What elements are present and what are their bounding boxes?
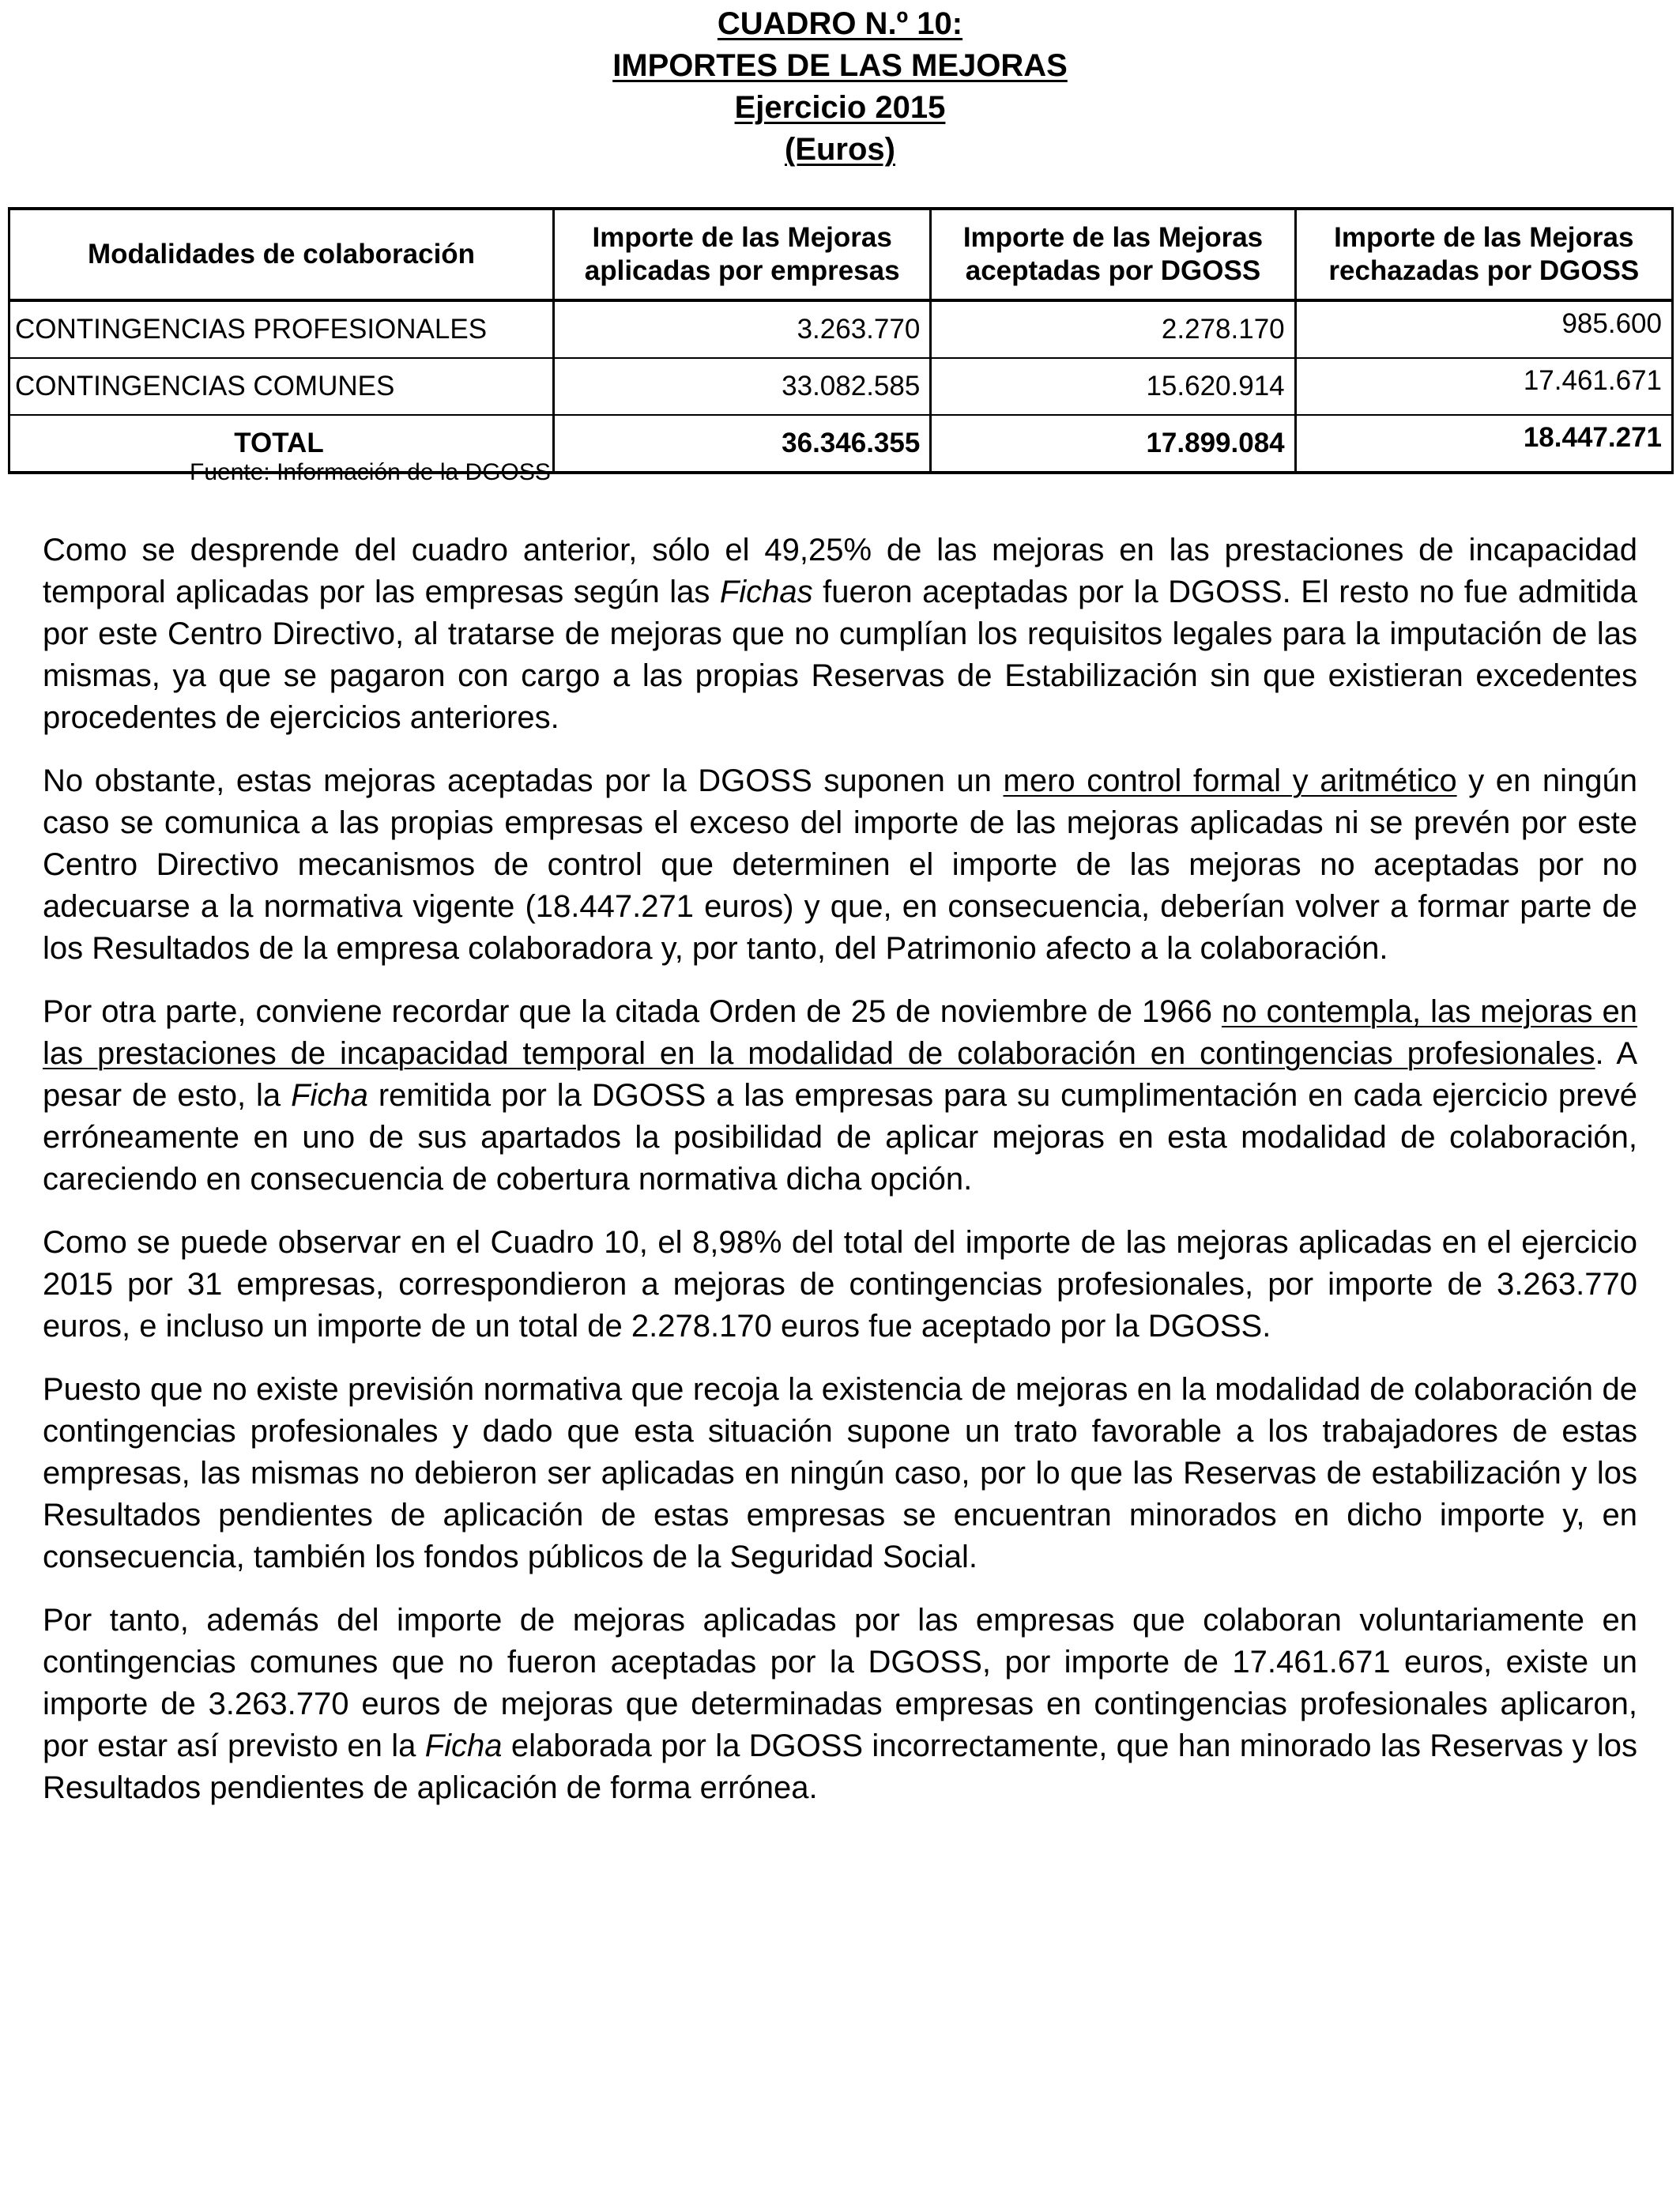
text-run: Por otra parte, conviene recordar que la citada Orden de 25 de noviembre de 1966 bbox=[43, 994, 1222, 1029]
cell-aceptadas: 2.278.170 bbox=[931, 300, 1295, 358]
paragraph-2 bbox=[43, 760, 1637, 970]
title-line-euros: (Euros) bbox=[785, 132, 895, 167]
cell-aplicadas: 33.082.585 bbox=[554, 358, 931, 415]
row-label: CONTINGENCIAS PROFESIONALES bbox=[9, 300, 554, 358]
total-label: TOTAL bbox=[9, 415, 554, 473]
table-row bbox=[9, 358, 1673, 415]
paragraph-3 bbox=[43, 991, 1637, 1201]
table-source-note: Fuente: Información de la DGOSS bbox=[190, 459, 551, 485]
header-modalidades: Modalidades de colaboración bbox=[9, 209, 554, 300]
title-line-importes: IMPORTES DE LAS MEJORAS bbox=[612, 48, 1068, 83]
underlined-text: mero control formal y aritmético bbox=[1003, 763, 1457, 798]
text-run: Como se desprende del cuadro anterior, sólo el 49,25% de las mejoras en las prestaciones de incapacidad temporal aplicadas por las empresas según las bbox=[43, 533, 1637, 609]
cell-rechazadas: 985.600 bbox=[1295, 300, 1672, 358]
cell-aceptadas: 15.620.914 bbox=[931, 358, 1295, 415]
table-row bbox=[9, 300, 1673, 358]
text-run: No obstante, estas mejoras aceptadas por la DGOSS suponen un bbox=[43, 763, 1004, 798]
total-rechazadas: 18.447.271 bbox=[1295, 415, 1672, 473]
importes-table bbox=[8, 207, 1674, 474]
header-rechazadas: Importe de las Mejoras rechazadas por DGOSS bbox=[1295, 209, 1672, 300]
underlined-text: no contempla, las mejoras en las prestaciones de incapacidad temporal en la modalidad de colaboración en contingencias profesionales bbox=[43, 994, 1638, 1071]
italic-term: Ficha bbox=[424, 1728, 503, 1763]
total-aceptadas: 17.899.084 bbox=[931, 415, 1295, 473]
paragraph-4: Como se puede observar en el Cuadro 10, el 8,98% del total del importe de las mejoras aplicadas en el ejercicio 2015 por 31 empresas, correspondieron a mejoras de contingencias profesionales, por importe de 3.263.770 euros, e incluso un importe de un total de 2.278.170 euros fue aceptado por la DGOSS. bbox=[43, 1225, 1637, 1344]
cell-aplicadas: 3.263.770 bbox=[554, 300, 931, 358]
table-header-row bbox=[9, 209, 1673, 300]
paragraph-5: Puesto que no existe previsión normativa que recoja la existencia de mejoras en la modalidad de colaboración de contingencias profesionales y dado que esta situación supone un trato favorable a los trabajadores de estas empresas, las mismas no debieron ser aplicadas en ningún caso, por lo que las Reservas de estabilización y los Resultados pendientes de aplicación de estas empresas se encuentran minorados en dicho importe y, en consecuencia, también los fondos públicos de la Seguridad Social. bbox=[43, 1372, 1637, 1574]
title-line-cuadro: CUADRO N.º 10: bbox=[717, 6, 963, 41]
text-run: . A pesar de esto, la bbox=[43, 1036, 1638, 1113]
header-aplicadas: Importe de las Mejoras aplicadas por empresas bbox=[554, 209, 931, 300]
header-aceptadas: Importe de las Mejoras aceptadas por DGOSS bbox=[931, 209, 1295, 300]
text-run: fueron aceptadas por la DGOSS. El resto no fue admitida por este Centro Directivo, al tratarse de mejoras que no cumplían los requisitos legales para la imputación de las mismas, ya que se pagaron con cargo a las propias Reservas de Estabilización sin que existieran excedentes procedentes de ejercicios anteriores. bbox=[43, 575, 1638, 735]
italic-term: Ficha bbox=[291, 1078, 368, 1113]
title-line-ejercicio: Ejercicio 2015 bbox=[734, 90, 946, 125]
cell-rechazadas: 17.461.671 bbox=[1295, 358, 1672, 415]
paragraph-1 bbox=[43, 530, 1637, 739]
text-run: elaborada por la DGOSS incorrectamente, que han minorado las Reservas y los Resultados pendientes de aplicación de forma errónea. bbox=[43, 1728, 1637, 1805]
row-label: CONTINGENCIAS COMUNES bbox=[9, 358, 554, 415]
total-aplicadas: 36.346.355 bbox=[554, 415, 931, 473]
body-text bbox=[43, 530, 1637, 1830]
text-run: remitida por la DGOSS a las empresas para su cumplimentación en cada ejercicio prevé erróneamente en uno de sus apartados la posibilidad de aplicar mejoras en esta modalidad de colaboración, careciendo en consecuencia de cobertura normativa dicha opción. bbox=[43, 1078, 1637, 1197]
document-title bbox=[0, 3, 1680, 171]
text-run: y en ningún caso se comunica a las propias empresas el exceso del importe de las mejoras aplicadas ni se prevén por este Centro Directivo mecanismos de control que determinen el importe de las mejoras no aceptadas por no adecuarse a la normativa vigente (18.447.271 euros) y que, en consecuencia, deberían volver a formar parte de los Resultados de la empresa colaboradora y, por tanto, del Patrimonio afecto a la colaboración. bbox=[43, 763, 1638, 966]
paragraph-6 bbox=[43, 1600, 1637, 1809]
text-run: Por tanto, además del importe de mejoras aplicadas por las empresas que colaboran voluntariamente en contingencias comunes que no fueron aceptadas por la DGOSS, por importe de 17.461.671 euros, existe un importe de 3.263.770 euros de mejoras que determinadas empresas en contingencias profesionales aplicaron, por estar así previsto en la bbox=[43, 1603, 1637, 1763]
italic-term: Fichas bbox=[719, 575, 813, 609]
